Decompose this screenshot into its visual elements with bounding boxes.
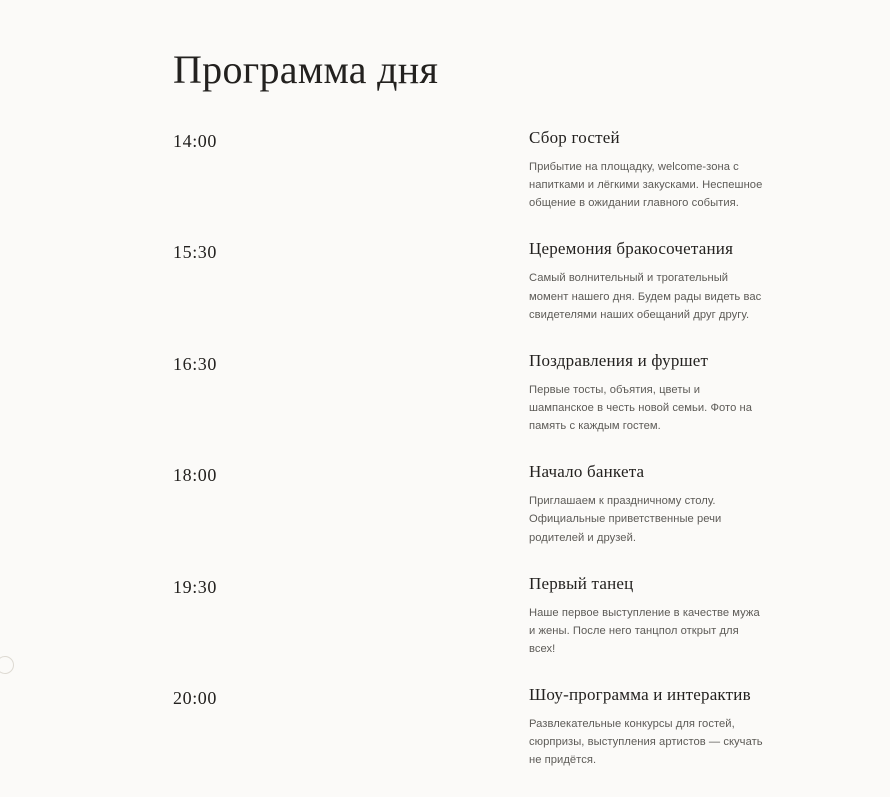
schedule-item-description: Первые тосты, объятия, цветы и шампанское в честь новой семьи. Фото на память с каждым гостем. [529,383,753,433]
schedule-item-description: Прибытие на площадку, welcome-зона с напитками и лёгкими закусками. Неспешное общение в ожидании главного события. [529,161,763,210]
schedule-item-body [529,351,763,435]
schedule-item-description: Развлекательные конкурсы для гостей, сюрпризы, выступления артистов — скучать не придётся. [529,718,763,767]
list-item [173,351,763,435]
schedule-item-heading: Шоу-программа и интерактив [529,685,751,705]
schedule-item-body [529,574,763,658]
schedule-item-heading: Начало банкета [529,462,645,482]
schedule-item-time: 20:00 [173,688,218,709]
schedule-item-description: Наше первое выступление в качестве мужа и жены. После него танцпол открыт для всех! [529,606,760,655]
list-item [173,462,763,546]
schedule-item-body [529,239,763,323]
schedule-item-time: 15:30 [173,242,218,263]
list-item [173,574,763,658]
schedule-item-time: 18:00 [173,465,218,486]
list-item [173,685,763,769]
schedule-item-body [529,685,763,769]
schedule-item-time: 19:30 [173,576,218,597]
schedule-item-heading: Сбор гостей [529,128,620,147]
schedule-item-heading: Церемония бракосочетания [529,239,734,259]
schedule-item-heading: Поздравления и фуршет [529,350,709,370]
page-title: Программа дня [173,47,439,92]
schedule-item-heading: Первый танец [529,573,634,593]
list-item [173,128,763,212]
schedule-item-time: 14:00 [173,131,218,151]
corner-circle-decoration [0,656,14,674]
schedule-item-time: 16:30 [173,353,218,374]
schedule-item-body [529,462,763,546]
schedule-item-description: Приглашаем к праздничному столу. Официальные приветственные речи родителей и друзей. [529,495,722,544]
schedule-item-description: Самый волнительный и трогательный момент нашего дня. Будем рады видеть вас свидетелями наших обещаний друг другу. [529,272,762,321]
schedule-item-body [529,128,763,212]
schedule-list [173,128,763,797]
list-item [173,239,763,323]
